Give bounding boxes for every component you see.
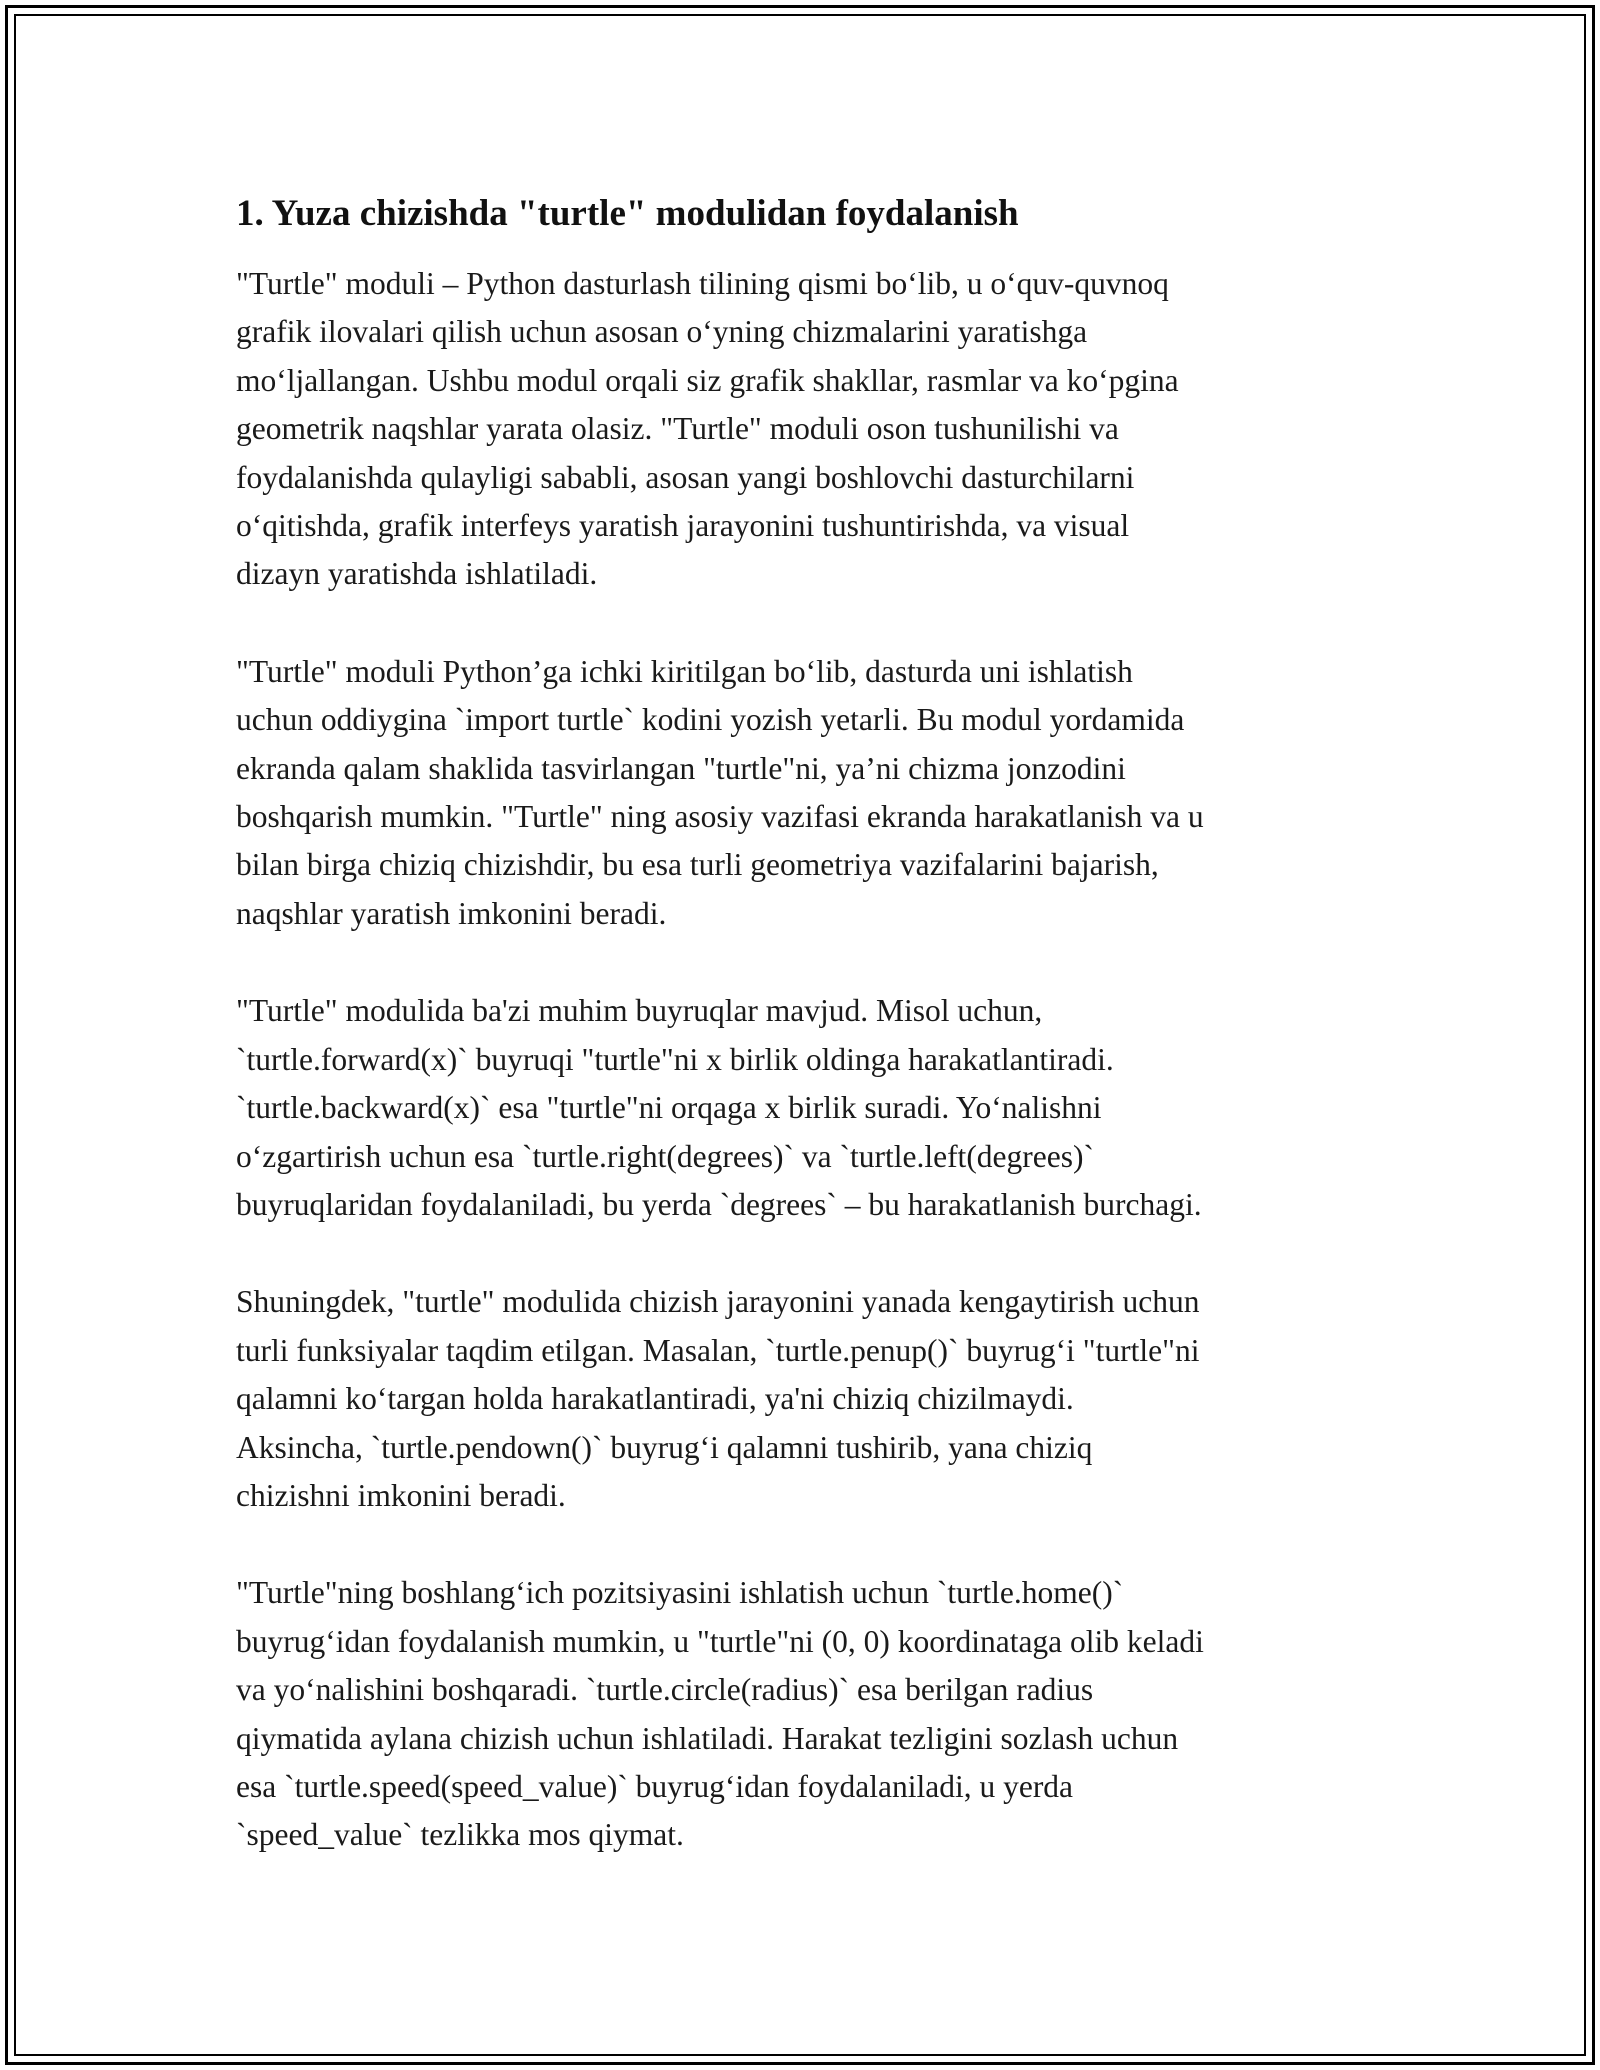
- section-heading: 1. Yuza chizishda "turtle" modulidan foydalanish: [236, 193, 1019, 234]
- text-line: geometrik naqshlar yarata olasiz. "Turtle" moduli oson tushunilishi va: [236, 411, 1119, 447]
- text-line: "Turtle" moduli Python’ga ichki kiritilgan bo‘lib, dasturda uni ishlatish: [236, 653, 1133, 689]
- text-line: mo‘ljallangan. Ushbu modul orqali siz grafik shakllar, rasmlar va ko‘pgina: [236, 362, 1179, 398]
- text-line: chizishni imkonini beradi.: [236, 1477, 566, 1513]
- paragraph-import: [236, 648, 1386, 938]
- text-line: grafik ilovalari qilish uchun asosan o‘yning chizmalarini yaratishga: [236, 314, 1088, 350]
- paragraph-position-speed: [236, 1569, 1386, 1859]
- text-line: esa `turtle.speed(speed_value)` buyrug‘idan foydalaniladi, u yerda: [236, 1768, 1074, 1804]
- text-line: "Turtle" moduli – Python dasturlash tilining qismi bo‘lib, u o‘quv-quvnoq: [236, 266, 1169, 301]
- text-line: Aksincha, `turtle.pendown()` buyrug‘i qalamni tushirib, yana chiziq: [236, 1429, 1093, 1465]
- document-body: [236, 190, 1386, 1909]
- text-line: bilan birga chiziq chizishdir, bu esa turli geometriya vazifalarini bajarish,: [236, 847, 1159, 883]
- text-line: turli funksiyalar taqdim etilgan. Masalan, `turtle.penup()` buyrug‘i "turtle"ni: [236, 1332, 1200, 1368]
- text-line: dizayn yaratishda ishlatiladi.: [236, 556, 598, 592]
- paragraph-intro: [236, 260, 1386, 599]
- text-line: "Turtle"ning boshlang‘ich pozitsiyasini ishlatish uchun `turtle.home()`: [236, 1575, 1124, 1611]
- text-line: buyruqlaridan foydalaniladi, bu yerda `degrees` – bu harakatlanish burchagi.: [236, 1186, 1202, 1222]
- text-line: qiymatida aylana chizish uchun ishlatiladi. Harakat tezligini sozlash uchun: [236, 1720, 1179, 1756]
- text-line: boshqarish mumkin. "Turtle" ning asosiy vazifasi ekranda harakatlanish va u: [236, 799, 1204, 835]
- text-line: `speed_value` tezlikka mos qiymat.: [236, 1817, 684, 1853]
- text-line: o‘qitishda, grafik interfeys yaratish jarayonini tushuntirishda, va visual: [236, 508, 1130, 544]
- text-line: Shuningdek, "turtle" modulida chizish jarayonini yanada kengaytirish uchun: [236, 1284, 1200, 1320]
- text-line: foydalanishda qulayligi sababli, asosan yangi boshlovchi dasturchilarni: [236, 459, 1135, 495]
- text-line: `turtle.forward(x)` buyruqi "turtle"ni x birlik oldinga harakatlantiradi.: [236, 1041, 1114, 1077]
- text-line: "Turtle" modulida ba'zi muhim buyruqlar mavjud. Misol uchun,: [236, 993, 1043, 1029]
- text-line: uchun oddiygina `import turtle` kodini yozish yetarli. Bu modul yordamida: [236, 702, 1185, 738]
- text-line: qalamni ko‘targan holda harakatlantiradi, ya'ni chiziq chizilmaydi.: [236, 1381, 1074, 1417]
- text-line: buyrug‘idan foydalanish mumkin, u "turtle"ni (0, 0) koordinataga olib keladi: [236, 1623, 1204, 1659]
- paragraph-commands: [236, 987, 1386, 1229]
- text-line: o‘zgartirish uchun esa `turtle.right(degrees)` va `turtle.left(degrees)`: [236, 1138, 1094, 1174]
- paragraph-pen-control: [236, 1278, 1386, 1520]
- text-line: va yo‘nalishini boshqaradi. `turtle.circle(radius)` esa berilgan radius: [236, 1672, 1094, 1708]
- text-line: naqshlar yaratish imkonini beradi.: [236, 895, 667, 931]
- text-line: `turtle.backward(x)` esa "turtle"ni orqaga x birlik suradi. Yo‘nalishni: [236, 1090, 1102, 1126]
- text-line: ekranda qalam shaklida tasvirlangan "turtle"ni, ya’ni chizma jonzodini: [236, 750, 1126, 786]
